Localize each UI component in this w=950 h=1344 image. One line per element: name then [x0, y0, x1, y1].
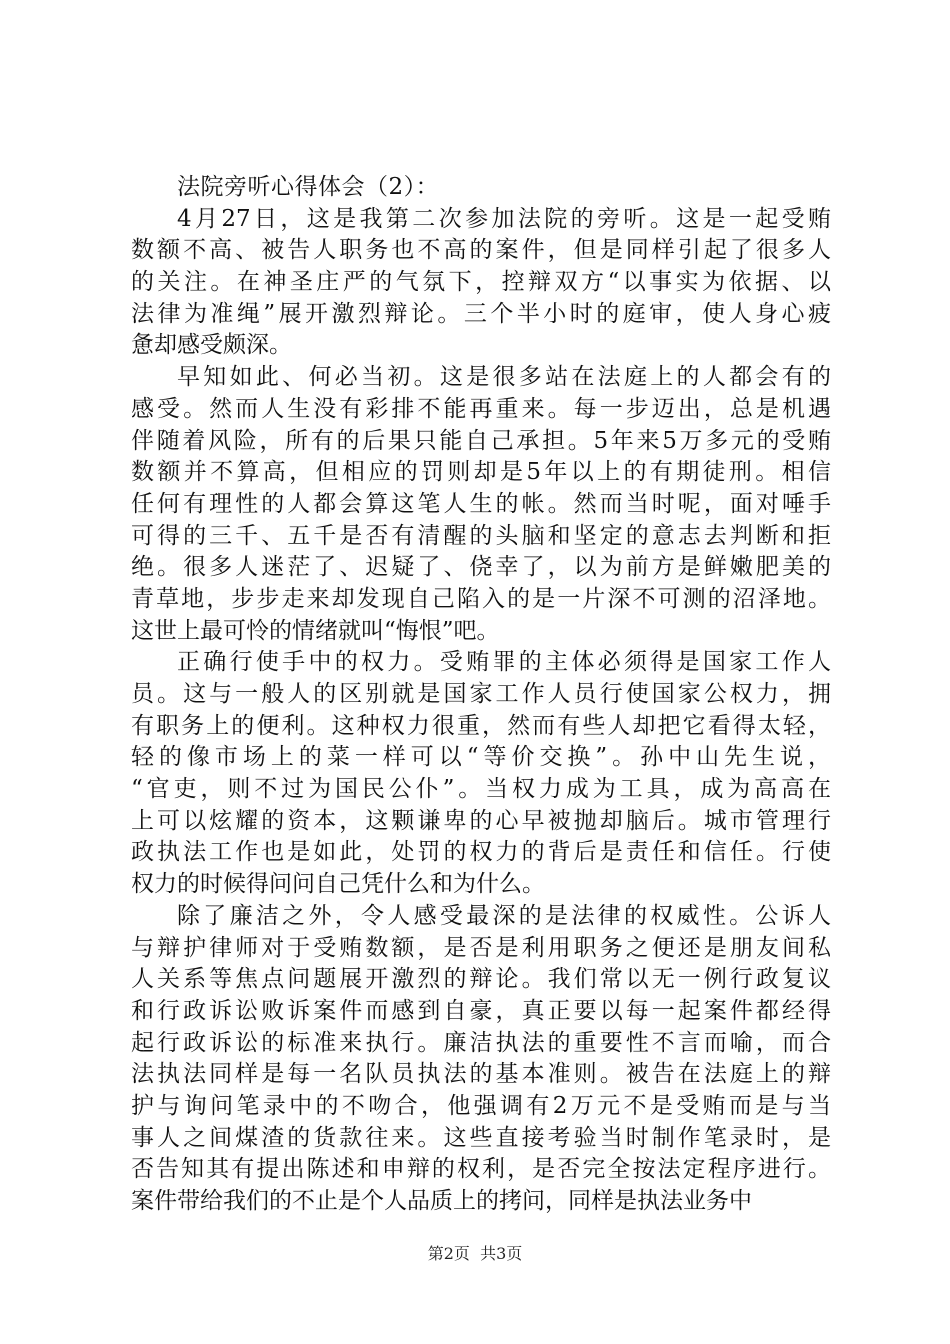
paragraph [131, 204, 831, 362]
paragraph-line: 除了廉洁之外，令人感受最深的是法律的权威性。公诉人 [177, 902, 831, 929]
document-heading: 法院旁听心得体会（2）： [177, 174, 440, 200]
paragraph-line: 员。这与一般人的区别就是国家工作人员行使国家公权力，拥 [131, 681, 831, 707]
paragraph-line: 案件带给我们的不止是个人品质上的拷问，同样是执法业务中 [131, 1188, 752, 1214]
document-body [131, 172, 831, 1218]
paragraph-line: 法律为准绳”展开激烈辩论。三个半小时的庭审，使人身心疲 [131, 300, 831, 327]
paragraph-line: 政执法工作也是如此，处罚的权力的背后是责任和信任。行使 [131, 839, 831, 866]
paragraph-line: 4月27日，这是我第二次参加法院的旁听。这是一起受贿 [177, 205, 831, 232]
paragraph [131, 362, 831, 647]
paragraph-line: 权力的时候得问问自己凭什么和为什么。 [131, 871, 545, 898]
page-footer [0, 1244, 950, 1264]
paragraph-line: 人关系等焦点问题展开激烈的辩论。我们常以无一例行政复议 [131, 966, 831, 993]
paragraph-line: 绝。很多人迷茫了、迟疑了、侥幸了，以为前方是鲜嫩肥美的 [131, 554, 831, 581]
paragraph-line: 正确行使手中的权力。受贿罪的主体必须得是国家工作人 [177, 649, 831, 676]
paragraph-line: 可得的三千、五千是否有清醒的头脑和坚定的意志去判断和拒 [131, 522, 831, 549]
paragraph-line: 这世上最可怜的情绪就叫“悔恨”吧。 [131, 617, 500, 644]
paragraph-line: 青草地，步步走来却发现自己陷入的是一片深不可测的沼泽地。 [131, 585, 831, 612]
paragraph-line: 任何有理性的人都会算这笔人生的帐。然而当时呢，面对唾手 [131, 490, 831, 517]
paragraph-line: 有职务上的便利。这种权力很重，然而有些人却把它看得太轻， [131, 712, 831, 739]
paragraph-line: 和行政诉讼败诉案件而感到自豪，真正要以每一起案件都经得 [131, 997, 831, 1024]
paragraph [131, 901, 831, 1218]
paragraph-line: 伴随着风险，所有的后果只能自己承担。5年来5万多元的受贿 [131, 427, 831, 454]
paragraph-line: 与辩护律师对于受贿数额，是否是利用职务之便还是朋友间私 [131, 934, 831, 961]
paragraph-list [131, 204, 831, 1218]
paragraph-line: 否告知其有提出陈述和申辩的权利，是否完全按法定程序进行。 [131, 1156, 831, 1183]
paragraph-line: 感受。然而人生没有彩排不能再重来。每一步迈出，总是机遇 [131, 395, 831, 422]
paragraph-line: 起行政诉讼的标准来执行。廉洁执法的重要性不言而喻，而合 [131, 1029, 831, 1056]
paragraph-line: 护与询问笔录中的不吻合，他强调有2万元不是受贿而是与当 [131, 1092, 831, 1119]
paragraph-line: 轻的像市场上的菜一样可以“等价交换”。孙中山先生说， [131, 744, 831, 771]
paragraph-line: “官吏，则不过为国民公仆”。当权力成为工具，成为高高在 [131, 776, 831, 803]
paragraph [131, 647, 831, 901]
paragraph-line: 惫却感受颇深。 [131, 332, 292, 359]
page-number-label: 第2页 共3页 [427, 1244, 523, 1263]
paragraph-line: 早知如此、何必当初。这是很多站在法庭上的人都会有的 [177, 364, 831, 391]
paragraph-line: 数额不高、被告人职务也不高的案件，但是同样引起了很多人 [131, 237, 831, 264]
paragraph-line: 数额并不算高，但相应的罚则却是5年以上的有期徒刑。相信 [131, 459, 831, 486]
paragraph-line: 事人之间煤渣的货款往来。这些直接考验当时制作笔录时，是 [131, 1124, 831, 1151]
paragraph-line: 的关注。在神圣庄严的气氛下，控辩双方“以事实为依据、以 [131, 269, 831, 296]
paragraph-line: 法执法同样是每一名队员执法的基本准则。被告在法庭上的辩 [131, 1061, 831, 1088]
paragraph-line: 上可以炫耀的资本，这颗谦卑的心早被抛却脑后。城市管理行 [131, 807, 831, 834]
